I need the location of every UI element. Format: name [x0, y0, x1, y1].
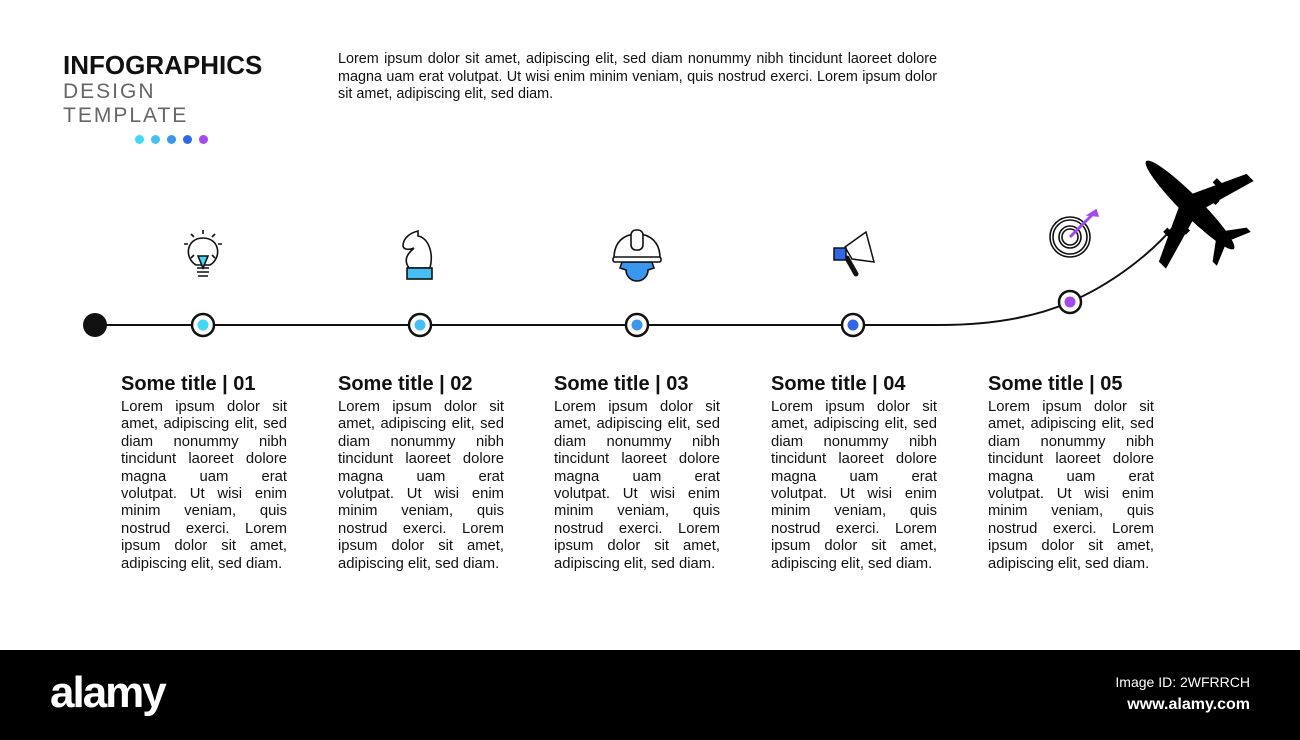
step-title: Some title | 03	[554, 373, 689, 395]
airplane-icon	[1102, 117, 1277, 292]
lightbulb-icon	[184, 230, 222, 276]
node-3	[626, 314, 648, 336]
step-title: Some title | 05	[988, 373, 1123, 395]
step-title: Some title | 02	[338, 373, 473, 395]
node-5	[1059, 291, 1081, 313]
node-4	[842, 314, 864, 336]
step-text: Lorem ipsum dolor sit amet, adipiscing elit, sed diam nonummy nibh tincidunt laoreet dolore magna uam erat volutpat. Ut wisi enim minim veniam, quis nostrud exerci. Lorem ipsum dolor sit amet, adipiscing elit, sed diam.	[988, 399, 1154, 572]
helmet-gear-icon	[613, 230, 661, 281]
start-dot	[83, 313, 107, 337]
step-4	[771, 373, 937, 573]
chess-knight-icon	[403, 231, 432, 279]
step-text: Lorem ipsum dolor sit amet, adipiscing elit, sed diam nonummy nibh tincidunt laoreet dolore magna uam erat volutpat. Ut wisi enim minim veniam, quis nostrud exerci. Lorem ipsum dolor sit amet, adipiscing elit, sed diam.	[554, 399, 720, 572]
logo-subtitle: DESIGN TEMPLATE	[63, 80, 189, 127]
node-1	[192, 314, 214, 336]
site-url: www.alamy.com	[1127, 696, 1250, 713]
megaphone-icon	[834, 232, 874, 274]
logo-title: INFOGRAPHICS	[63, 50, 263, 80]
image-id: Image ID: 2WFRRCH	[1115, 674, 1250, 690]
step-text: Lorem ipsum dolor sit amet, adipiscing elit, sed diam nonummy nibh tincidunt laoreet dolore magna uam erat volutpat. Ut wisi enim minim veniam, quis nostrud exerci. Lorem ipsum dolor sit amet, adipiscing elit, sed diam.	[338, 399, 504, 572]
intro-text: Lorem ipsum dolor sit amet, adipiscing elit, sed diam nonummy nibh tincidunt laoreet dolore magna uam erat volutpat. Ut wisi enim minim veniam, quis nostrud exerci. Lorem ipsum dolor sit amet, adipiscing elit, sed diam.	[338, 51, 937, 102]
step-text: Lorem ipsum dolor sit amet, adipiscing elit, sed diam nonummy nibh tincidunt laoreet dolore magna uam erat volutpat. Ut wisi enim minim veniam, quis nostrud exerci. Lorem ipsum dolor sit amet, adipiscing elit, sed diam.	[771, 399, 937, 572]
target-icon	[1050, 210, 1098, 257]
footer	[0, 650, 1300, 740]
step-5	[988, 373, 1154, 573]
step-1	[121, 373, 287, 573]
brand-logo: alamy	[50, 668, 165, 717]
node-2	[409, 314, 431, 336]
step-2	[338, 373, 504, 573]
step-title: Some title | 01	[121, 373, 256, 395]
step-title: Some title | 04	[771, 373, 906, 395]
step-text: Lorem ipsum dolor sit amet, adipiscing elit, sed diam nonummy nibh tincidunt laoreet dolore magna uam erat volutpat. Ut wisi enim minim veniam, quis nostrud exerci. Lorem ipsum dolor sit amet, adipiscing elit, sed diam.	[121, 399, 287, 572]
step-3	[554, 373, 720, 573]
